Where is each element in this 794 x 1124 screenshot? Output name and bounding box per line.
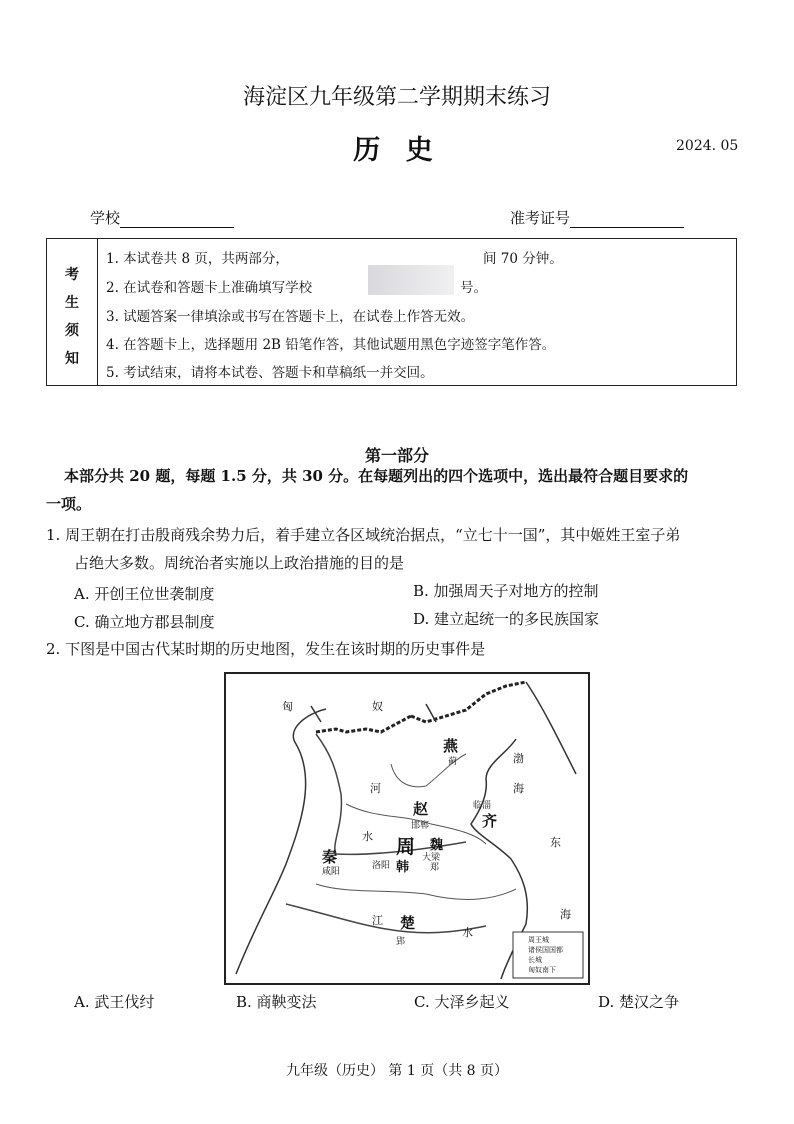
exam-id-blank[interactable] — [570, 211, 684, 228]
q1-option-a[interactable]: A. 开创王位世袭制度 — [74, 585, 215, 603]
notice-rule: 4. 在答题卡上，选择题用 2B 铅笔作答，其他试题用黑色字迹签字笔作答。 — [106, 337, 556, 353]
q1-option-c[interactable]: C. 确立地方郡县制度 — [74, 613, 215, 631]
map-label-xiongnu: 奴 — [372, 700, 383, 713]
notice-rule: 间 70 分钟。 — [483, 251, 563, 267]
map-label-zheng: 郑 — [430, 863, 440, 873]
q2-option-b[interactable]: B. 商鞅变法 — [236, 993, 317, 1011]
historical-map — [224, 672, 590, 985]
map-label-han: 韩 — [396, 860, 410, 875]
map-label-bohai: 渤 — [513, 752, 524, 765]
map-label-shui: 水 — [362, 830, 373, 843]
map-label-xianyang: 咸阳 — [322, 867, 341, 877]
notice-heading — [47, 239, 98, 385]
map-label-jiangshui: 水 — [462, 926, 473, 939]
part-intro: 一项。 — [46, 495, 92, 513]
notice-rule: 2. 在试卷和答题卡上准确填写学校 — [106, 280, 313, 296]
page-footer: 九年级（历史） 第 1 页（共 8 页） — [285, 1063, 509, 1079]
map-label-ying: 郢 — [396, 937, 406, 947]
map-label-luoyang: 洛阳 — [372, 861, 391, 871]
q1-option-d[interactable]: D. 建立起统一的多民族国家 — [413, 610, 600, 628]
part-intro: 本部分共 20 题，每题 1.5 分，共 30 分。在每题列出的四个选项中，选出最符合题目要求的 — [64, 467, 689, 485]
notice-heading-char: 知 — [65, 351, 79, 367]
great-wall — [411, 682, 526, 722]
exam-date: 2024. 05 — [676, 138, 739, 154]
exam-id-label: 准考证号 — [510, 209, 571, 227]
exam-id-field[interactable] — [510, 207, 684, 228]
subject-title: 历 史 — [353, 135, 441, 166]
notice-heading-char: 须 — [65, 323, 79, 339]
map-label-he: 河 — [370, 782, 381, 795]
legend-item: 匈奴南下 — [528, 966, 556, 974]
yangtze-river — [286, 904, 486, 933]
map-label-qin: 秦 — [322, 848, 338, 866]
map-label-zhao: 赵 — [413, 800, 429, 818]
notice-rule: 3. 试题答案一律填涂或书写在答题卡上，在试卷上作答无效。 — [106, 309, 475, 325]
map-label-yan: 燕 — [443, 737, 459, 755]
question-2-stem: 2. 下图是中国古代某时期的历史地图，发生在该时期的历史事件是 — [46, 640, 486, 658]
coastline — [526, 682, 576, 774]
q1-option-b[interactable]: B. 加强周天子对地方的控制 — [413, 582, 599, 600]
map-label-ji: 蓟 — [448, 757, 458, 767]
map-label-chu: 楚 — [400, 914, 416, 932]
question-1-stem: 1. 周王朝在打击殷商残余势力后，着手建立各区域统治据点，“立七十一国”，其中姬姓王室子弟 — [46, 526, 681, 544]
part-heading: 第一部分 — [364, 446, 429, 465]
school-field[interactable] — [90, 207, 234, 228]
notice-rule: 5. 考试结束，请将本试卷、答题卡和草稿纸一并交回。 — [106, 365, 434, 381]
redaction-mark — [368, 265, 454, 295]
notice-rule: 号。 — [460, 280, 487, 296]
q2-option-a[interactable]: A. 武王伐纣 — [74, 993, 155, 1011]
legend-item: 周王城 — [528, 936, 549, 944]
state-border — [316, 884, 516, 899]
question-1-stem: 占绝大多数。周统治者实施以上政治措施的目的是 — [74, 554, 405, 572]
legend-item: 诸侯国国都 — [528, 946, 563, 954]
q2-option-c[interactable]: C. 大泽乡起义 — [414, 993, 510, 1011]
notice-heading-char: 考 — [65, 267, 79, 283]
map-label-linzi: 临淄 — [473, 801, 492, 811]
western-border — [236, 709, 326, 974]
school-blank[interactable] — [120, 211, 234, 228]
map-label-wei: 魏 — [430, 838, 444, 853]
school-label: 学校 — [90, 209, 121, 227]
great-wall — [316, 716, 411, 732]
map-label-jiang: 江 — [372, 914, 383, 927]
notice-rule: 1. 本试卷共 8 页，共两部分， — [106, 251, 289, 267]
map-label-xiongnu: 匈 — [282, 700, 293, 713]
q2-option-d[interactable]: D. 楚汉之争 — [598, 993, 680, 1011]
legend-item: 长城 — [528, 956, 542, 964]
map-label-handan: 邯郸 — [411, 821, 430, 831]
map-label-donghai: 东 — [550, 836, 561, 849]
map-label-zhou: 周 — [396, 836, 416, 858]
map-label-qi: 齐 — [482, 812, 498, 830]
map-label-bohai: 海 — [513, 782, 524, 795]
map-label-donghai: 海 — [560, 908, 571, 921]
exam-title: 海淀区九年级第二学期期末练习 — [242, 85, 551, 110]
notice-heading-char: 生 — [65, 295, 79, 311]
map-label-daliang: 大梁 — [422, 853, 441, 863]
